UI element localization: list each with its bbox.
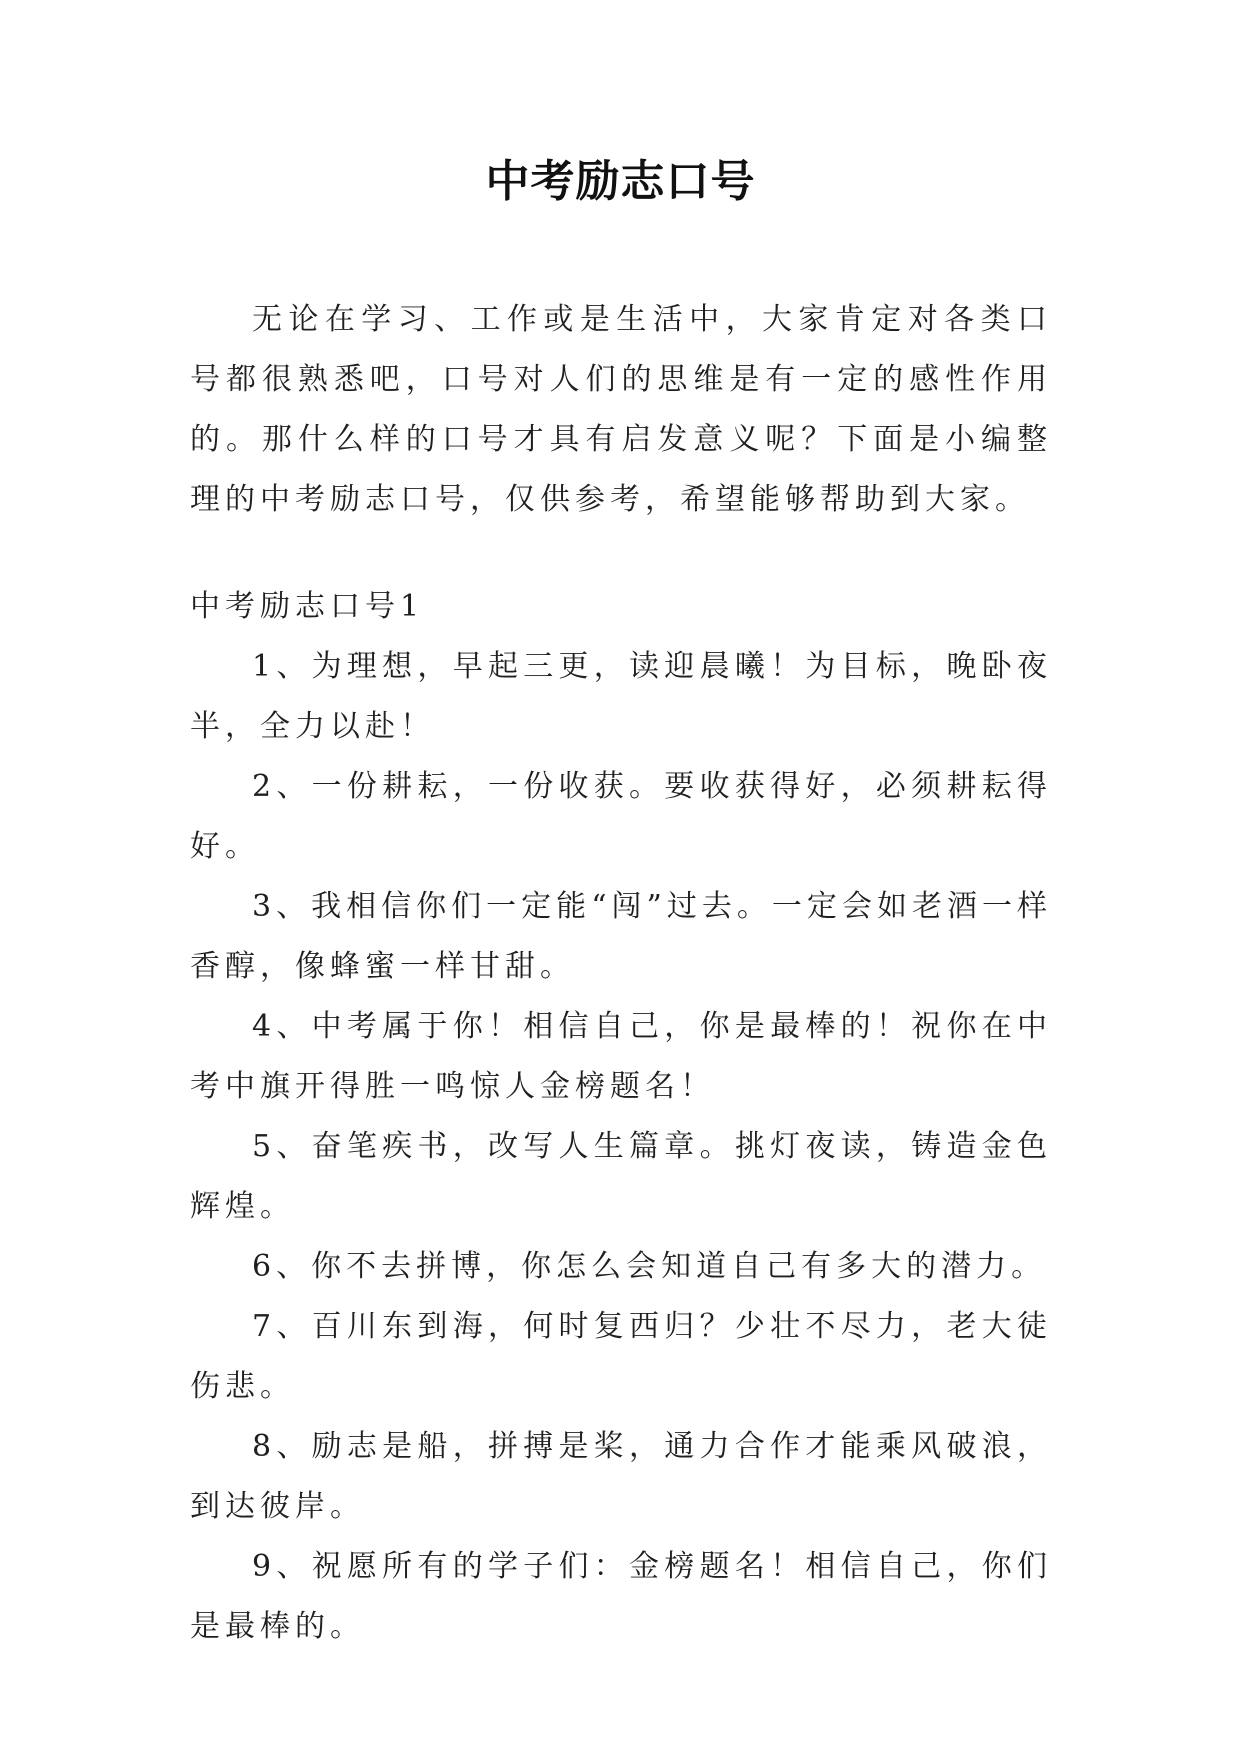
intro-paragraph: 无论在学习、工作或是生活中，大家肯定对各类口号都很熟悉吧，口号对人们的思维是有一定的感性作用的。那什么样的口号才具有启发意义呢？下面是小编整理的中考励志口号，仅供参考，希望能够帮助到大家。: [190, 302, 1052, 517]
slogan-section: [190, 577, 1052, 1657]
document-title: 中考励志口号: [485, 156, 756, 207]
slogan-item-5: 5、奋笔疾书，改写人生篇章。挑灯夜读，铸造金色辉煌。: [190, 1129, 1052, 1224]
section-heading: 中考励志口号1: [190, 589, 425, 624]
slogan-item-7: 7、百川东到海，何时复西归？少壮不尽力，老大徒伤悲。: [190, 1309, 1052, 1404]
slogan-item-6: 6、你不去拼博，你怎么会知道自己有多大的潜力。: [252, 1249, 1047, 1284]
slogan-item-3: 3、我相信你们一定能“闯”过去。一定会如老酒一样香醇，像蜂蜜一样甘甜。: [190, 889, 1052, 984]
slogan-item-9: 9、祝愿所有的学子们：金榜题名！相信自己，你们是最棒的。: [190, 1549, 1052, 1644]
slogan-item-2: 2、一份耕耘，一份收获。要收获得好，必须耕耘得好。: [190, 769, 1052, 864]
slogan-item-1: 1、为理想，早起三更，读迎晨曦！为目标，晚卧夜半，全力以赴！: [190, 649, 1052, 744]
slogan-item-8: 8、励志是船，拼搏是桨，通力合作才能乘风破浪，到达彼岸。: [190, 1429, 1052, 1524]
slogan-item-4: 4、中考属于你！相信自己，你是最棒的！祝你在中考中旗开得胜一鸣惊人金榜题名！: [190, 1009, 1052, 1104]
intro-block: [190, 290, 1052, 530]
